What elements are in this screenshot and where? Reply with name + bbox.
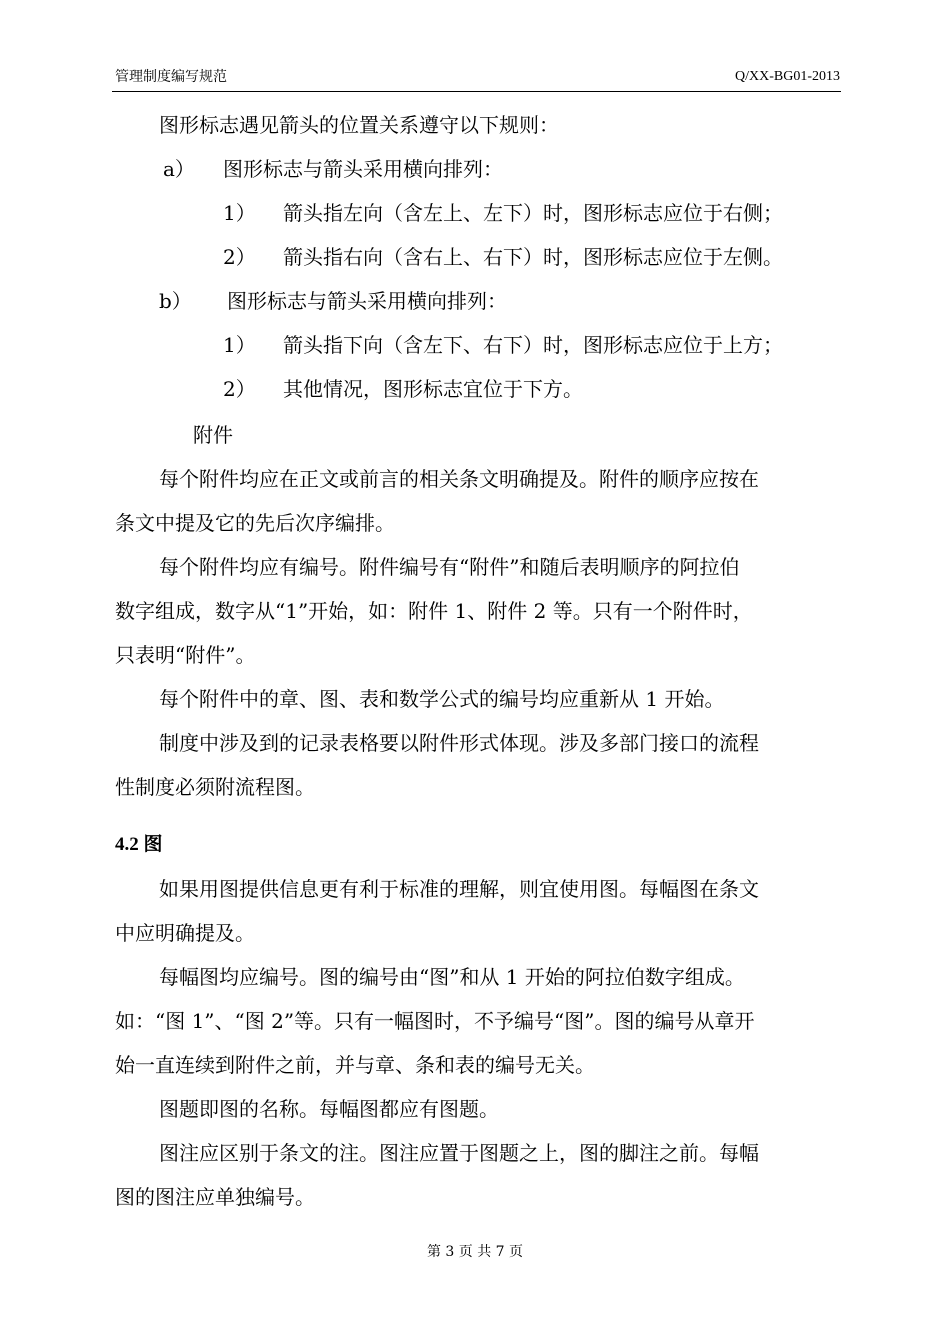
paragraph-line: 制度中涉及到的记录表格要以附件形式体现。涉及多部门接口的流程 bbox=[159, 731, 759, 755]
header-rule bbox=[112, 91, 841, 92]
sublist-text: 其他情况，图形标志宜位于下方。 bbox=[283, 377, 583, 401]
sublist-text: 箭头指左向（含左上、左下）时，图形标志应位于右侧； bbox=[283, 201, 783, 225]
paragraph-line: 每个附件均应有编号。附件编号有“附件”和随后表明顺序的阿拉伯 bbox=[159, 555, 740, 579]
paragraph-line: 条文中提及它的先后次序编排。 bbox=[115, 511, 395, 535]
list-text: 图形标志与箭头采用横向排列： bbox=[223, 157, 503, 181]
paragraph-line: 如：“图 1”、“图 2”等。只有一幅图时，不予编号“图”。图的编号从章开 bbox=[115, 1009, 755, 1033]
page-number-footer: 第 3 页 共 7 页 bbox=[426, 1244, 524, 1260]
sublist-label: 2） bbox=[223, 377, 256, 401]
paragraph-line: 图注应区别于条文的注。图注应置于图题之上，图的脚注之前。每幅 bbox=[159, 1141, 759, 1165]
attachment-paragraph bbox=[115, 545, 835, 677]
figure-paragraph bbox=[115, 1131, 835, 1219]
header-doc-code: Q/XX-BG01-2013 bbox=[735, 69, 840, 84]
paragraph-line: 始一直连续到附件之前，并与章、条和表的编号无关。 bbox=[115, 1053, 595, 1077]
list-text: 图形标志与箭头采用横向排列： bbox=[227, 289, 507, 313]
paragraph-line: 图题即图的名称。每幅图都应有图题。 bbox=[159, 1097, 499, 1121]
attachment-heading: 附件 bbox=[193, 423, 233, 447]
attachment-paragraph bbox=[115, 677, 835, 721]
intro-paragraph: 图形标志遇见箭头的位置关系遵守以下规则： bbox=[159, 113, 559, 137]
paragraph-line: 如果用图提供信息更有利于标准的理解，则宜使用图。每幅图在条文 bbox=[159, 877, 759, 901]
attachment-paragraph bbox=[115, 457, 835, 545]
sublist-label: 1） bbox=[223, 333, 256, 357]
list-item-b bbox=[115, 279, 835, 411]
list-item-a bbox=[115, 147, 835, 279]
document-body bbox=[115, 103, 835, 1219]
paragraph-line: 数字组成，数字从“1”开始，如：附件 1、附件 2 等。只有一个附件时， bbox=[115, 599, 753, 623]
figure-paragraph bbox=[115, 1087, 835, 1131]
list-label: a） bbox=[163, 157, 195, 181]
sublist-text: 箭头指下向（含左下、右下）时，图形标志应位于上方； bbox=[283, 333, 783, 357]
sublist-text: 箭头指右向（含右上、右下）时，图形标志应位于左侧。 bbox=[283, 245, 783, 269]
list-label: b） bbox=[159, 289, 192, 313]
sublist-label: 1） bbox=[223, 201, 256, 225]
header-title: 管理制度编写规范 bbox=[115, 69, 227, 85]
paragraph-line: 每幅图均应编号。图的编号由“图”和从 1 开始的阿拉伯数字组成。 bbox=[159, 965, 745, 989]
paragraph-line: 每个附件均应在正文或前言的相关条文明确提及。附件的顺序应按在 bbox=[159, 467, 759, 491]
paragraph-line: 中应明确提及。 bbox=[115, 921, 255, 945]
section-title: 4.2 图 bbox=[115, 834, 163, 855]
paragraph-line: 图的图注应单独编号。 bbox=[115, 1185, 315, 1209]
paragraph-line: 只表明“附件”。 bbox=[115, 643, 256, 667]
paragraph-line: 每个附件中的章、图、表和数学公式的编号均应重新从 1 开始。 bbox=[159, 687, 725, 711]
figure-paragraph bbox=[115, 955, 835, 1087]
figure-paragraph bbox=[115, 867, 835, 955]
attachment-paragraph bbox=[115, 721, 835, 809]
paragraph-line: 性制度必须附流程图。 bbox=[115, 775, 315, 799]
sublist-label: 2） bbox=[223, 245, 256, 269]
